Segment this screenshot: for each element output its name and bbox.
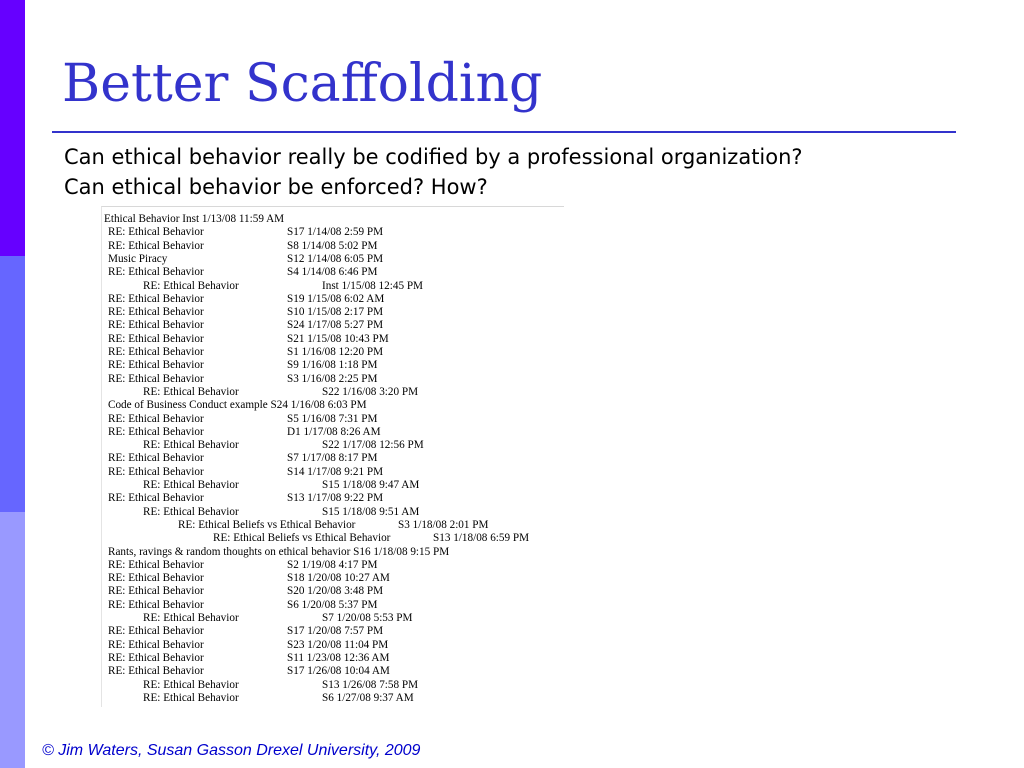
post-author-date: S8 1/14/08 5:02 PM	[287, 239, 378, 252]
post-subject: RE: Ethical Behavior	[143, 678, 239, 691]
post-subject: RE: Ethical Behavior	[108, 239, 204, 252]
side-bar-segment-middle	[0, 256, 25, 512]
post-subject: Rants, ravings & random thoughts on ethical behavior S16 1/18/08 9:15 PM	[108, 545, 450, 558]
post-subject: RE: Ethical Behavior	[108, 585, 204, 598]
forum-post-row	[102, 559, 562, 572]
thread-root-post	[102, 213, 562, 226]
post-author-date: S9 1/16/08 1:18 PM	[287, 359, 378, 372]
post-subject: RE: Ethical Behavior	[108, 412, 204, 425]
post-subject: RE: Ethical Behavior	[108, 665, 204, 678]
post-author-date: S17 1/14/08 2:59 PM	[287, 226, 384, 239]
post-author-date: S11 1/23/08 12:36 AM	[287, 651, 390, 664]
forum-post-row	[102, 240, 562, 253]
post-subject: RE: Ethical Behavior	[143, 439, 239, 452]
forum-post-row	[102, 546, 562, 559]
post-author-date: S5 1/16/08 7:31 PM	[287, 412, 378, 425]
post-author-date: S13 1/26/08 7:58 PM	[322, 678, 419, 691]
post-author-date: D1 1/17/08 8:26 AM	[287, 425, 381, 438]
forum-post-row	[102, 253, 562, 266]
forum-post-row	[102, 319, 562, 332]
post-subject: RE: Ethical Behavior	[143, 505, 239, 518]
forum-post-row	[102, 413, 562, 426]
forum-thread-screenshot	[101, 206, 564, 707]
forum-post-row	[102, 665, 562, 678]
post-author-date: S10 1/15/08 2:17 PM	[287, 306, 384, 319]
forum-post-row	[102, 280, 562, 293]
slide-title: Better Scaffolding	[62, 54, 543, 114]
post-subject: RE: Ethical Behavior	[108, 226, 204, 239]
post-author-date: S1 1/16/08 12:20 PM	[287, 346, 384, 358]
post-author-date: S19 1/15/08 6:02 AM	[287, 292, 385, 305]
post-author-date: S23 1/20/08 11:04 PM	[287, 638, 389, 651]
post-author-date: S3 1/18/08 2:01 PM	[398, 518, 489, 531]
post-subject: RE: Ethical Behavior	[143, 479, 239, 491]
forum-post-row	[102, 506, 562, 519]
post-author-date: S21 1/15/08 10:43 PM	[287, 332, 389, 345]
forum-post-row	[102, 346, 562, 359]
forum-post-row	[102, 639, 562, 652]
forum-post-row	[102, 266, 562, 279]
forum-post-row	[102, 373, 562, 386]
post-subject: RE: Ethical Behavior	[108, 372, 204, 385]
post-subject: RE: Ethical Behavior	[143, 612, 239, 624]
post-author-date: S17 1/20/08 7:57 PM	[287, 625, 384, 638]
forum-post-row	[102, 679, 562, 692]
forum-post-row	[102, 692, 562, 705]
forum-post-row	[102, 492, 562, 505]
post-author-date: S22 1/16/08 3:20 PM	[322, 385, 419, 398]
forum-post-row	[102, 652, 562, 665]
post-subject: RE: Ethical Behavior	[108, 425, 204, 438]
forum-post-row	[102, 585, 562, 598]
post-author-date: S15 1/18/08 9:51 AM	[322, 505, 420, 518]
post-subject: RE: Ethical Behavior	[108, 359, 204, 372]
forum-post-row	[102, 306, 562, 319]
forum-post-row	[102, 452, 562, 465]
post-author-date: S12 1/14/08 6:05 PM	[287, 252, 384, 265]
forum-post-row	[102, 572, 562, 585]
copyright-footer: © Jim Waters, Susan Gasson Drexel University, 2009	[42, 742, 421, 759]
post-subject: RE: Ethical Behavior	[108, 651, 204, 664]
post-author-date: S17 1/26/08 10:04 AM	[287, 665, 390, 678]
post-subject: RE: Ethical Behavior	[108, 625, 204, 638]
question-2: Can ethical behavior be enforced? How?	[64, 175, 488, 199]
forum-post-row	[102, 386, 562, 399]
post-author-date: S24 1/17/08 5:27 PM	[287, 319, 384, 332]
side-color-bar	[0, 0, 25, 768]
post-author-date: S15 1/18/08 9:47 AM	[322, 479, 420, 491]
post-subject: RE: Ethical Behavior	[108, 266, 204, 279]
forum-post-row	[102, 519, 562, 532]
forum-post-row	[102, 333, 562, 346]
post-subject: RE: Ethical Behavior	[108, 598, 204, 611]
post-subject: RE: Ethical Beliefs vs Ethical Behavior	[178, 518, 356, 531]
forum-post-row	[102, 399, 562, 412]
post-subject: Code of Business Conduct example S24 1/16/08 6:03 PM	[108, 399, 367, 412]
post-author-date: S13 1/17/08 9:22 PM	[287, 492, 384, 505]
post-author-date: S2 1/19/08 4:17 PM	[287, 558, 378, 571]
post-subject: RE: Ethical Behavior	[108, 492, 204, 505]
post-subject: RE: Ethical Behavior	[143, 385, 239, 398]
forum-post-row	[102, 599, 562, 612]
post-author-date: S14 1/17/08 9:21 PM	[287, 465, 384, 478]
post-subject: RE: Ethical Behavior	[108, 306, 204, 319]
post-author-date: S20 1/20/08 3:48 PM	[287, 585, 384, 598]
post-subject: RE: Ethical Behavior	[143, 279, 239, 292]
forum-post-row	[102, 625, 562, 638]
post-subject: RE: Ethical Behavior	[108, 292, 204, 305]
question-list	[64, 142, 803, 202]
side-bar-segment-top	[0, 0, 25, 256]
forum-post-row	[102, 612, 562, 625]
post-author-date: S22 1/17/08 12:56 PM	[322, 439, 424, 452]
forum-post-row	[102, 439, 562, 452]
post-subject: Music Piracy	[108, 252, 168, 265]
post-author-date: S6 1/20/08 5:37 PM	[287, 598, 378, 611]
post-subject: RE: Ethical Beliefs vs Ethical Behavior	[213, 532, 391, 545]
forum-post-row	[102, 532, 562, 545]
forum-post-row	[102, 426, 562, 439]
post-subject: RE: Ethical Behavior	[108, 319, 204, 332]
post-subject: RE: Ethical Behavior	[108, 558, 204, 571]
post-author-date: S4 1/14/08 6:46 PM	[287, 266, 378, 279]
post-subject: RE: Ethical Behavior	[108, 572, 204, 585]
forum-post-row	[102, 226, 562, 239]
forum-post-row	[102, 479, 562, 492]
forum-post-row	[102, 466, 562, 479]
post-author-date: Inst 1/15/08 12:45 PM	[322, 279, 424, 292]
post-subject: Ethical Behavior Inst 1/13/08 11:59 AM	[104, 213, 285, 225]
post-subject: RE: Ethical Behavior	[108, 465, 204, 478]
post-subject: RE: Ethical Behavior	[143, 691, 239, 704]
post-author-date: S18 1/20/08 10:27 AM	[287, 572, 390, 585]
forum-post-row	[102, 293, 562, 306]
title-underline	[52, 131, 956, 133]
forum-post-row	[102, 359, 562, 372]
post-author-date: S3 1/16/08 2:25 PM	[287, 372, 378, 385]
post-subject: RE: Ethical Behavior	[108, 638, 204, 651]
post-subject: RE: Ethical Behavior	[108, 332, 204, 345]
post-author-date: S7 1/17/08 8:17 PM	[287, 452, 378, 465]
post-subject: RE: Ethical Behavior	[108, 346, 204, 358]
post-subject: RE: Ethical Behavior	[108, 452, 204, 465]
post-author-date: S13 1/18/08 6:59 PM	[433, 532, 530, 545]
side-bar-segment-bottom	[0, 512, 25, 768]
question-1: Can ethical behavior really be codified by a professional organization?	[64, 145, 803, 169]
post-author-date: S6 1/27/08 9:37 AM	[322, 691, 414, 704]
post-author-date: S7 1/20/08 5:53 PM	[322, 612, 413, 624]
